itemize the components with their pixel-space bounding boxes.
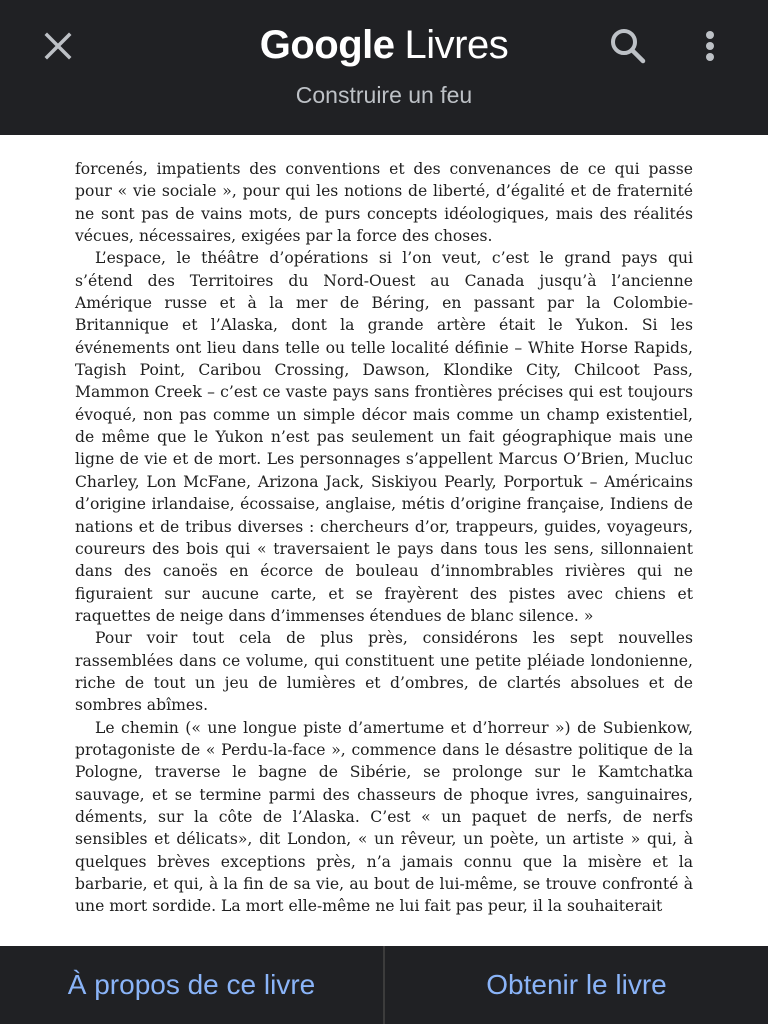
paragraph: forcenés, impatients des conventions et des convenances de ce qui passe pour « vie sociale », pour qui les notions de liberté, d’égalité et de fraternité ne sont pas de vains mots, de purs concepts idéologiques, mais des réalités vécues, nécessaires, exigées par la force des choses. xyxy=(75,160,693,246)
book-page[interactable] xyxy=(0,135,768,946)
search-icon xyxy=(609,27,647,65)
top-app-bar xyxy=(0,0,768,135)
app-brand xyxy=(0,20,768,70)
page-text xyxy=(75,158,693,918)
more-options-button[interactable] xyxy=(690,24,730,68)
brand-google: Google xyxy=(259,23,395,67)
bottom-action-bar xyxy=(0,946,768,1024)
book-title: Construire un feu xyxy=(295,82,473,108)
paragraph: Le chemin (« une longue piste d’amertume et d’horreur ») de Subienkow, protagoniste de « Perdu-la-face », commence dans le désastre politique de la Pologne, traverse le bagne de Sibérie, se prolonge sur le Kamtchatka sauvage, et se termine parmi des chasseurs de phoque ivres, sanguinaires, déments, sur la côte de l’Alaska. C’est « un paquet de nerfs, de nerfs sensibles et délicats», dit London, « un rêveur, un poète, un artiste » qui, à quelques brèves exceptions près, n’a jamais connu que la misère et la barbarie, et qui, à la fin de sa vie, au bout de lui-même, se trouve confronté à une mort sordide. La mort elle-même ne lui fait pas peur, il la souhaiterait xyxy=(75,718,693,916)
more-vert-icon xyxy=(704,31,716,61)
paragraph: Pour voir tout cela de plus près, considérons les sept nouvelles rassemblées dans ce volume, qui constituent une petite pléiade londonienne, riche de tout un jeu de lumières et d’ombres, de clartés absolues et de sombres abîmes. xyxy=(75,629,693,715)
brand-product: Livres xyxy=(404,23,509,67)
paragraph: L’espace, le théâtre d’opérations si l’on veut, c’est le grand pays qui s’étend des Territoires du Nord-Ouest au Canada jusqu’à l’ancienne Amérique russe et à la mer de Béring, en passant par la Colombie-Britannique et l’Alaska, dont la grande artère était le Yukon. Si les événements ont lieu dans telle ou telle localité définie – White Horse Rapids, Tagish Point, Caribou Crossing, Dawson, Klondike City, Chilcoot Pass, Mammon Creek – c’est ce vaste pays sans frontières précises qui est toujours évoqué, non pas comme un simple décor mais comme un champ existentiel, de même que le Yukon n’est pas seulement un fait géographique mais une ligne de vie et de mort. Les personnages s’appellent Marcus O’Brien, Mucluc Charley, Lon McFane, Arizona Jack, Siskiyou Pearly, Porportuk – Américains d’origine irlandaise, écossaise, anglaise, métis d’origine française, Indiens de nations et de tribus diverses : chercheurs d’or, trappeurs, guides, voyageurs, coureurs des bois qui « traversaient le pays dans tous les sens, sillonnaient dans des canoës en écorce de bouleau d’innombrables rivières qui ne figuraient sur aucune carte, et se frayèrent des pistes avec chiens et raquettes de neige dans d’immenses étendues de blanc silence. » xyxy=(75,249,693,625)
search-button[interactable] xyxy=(606,24,650,68)
get-book-button[interactable]: Obtenir le livre xyxy=(486,969,667,1000)
about-book-button[interactable]: À propos de ce livre xyxy=(67,969,316,1000)
